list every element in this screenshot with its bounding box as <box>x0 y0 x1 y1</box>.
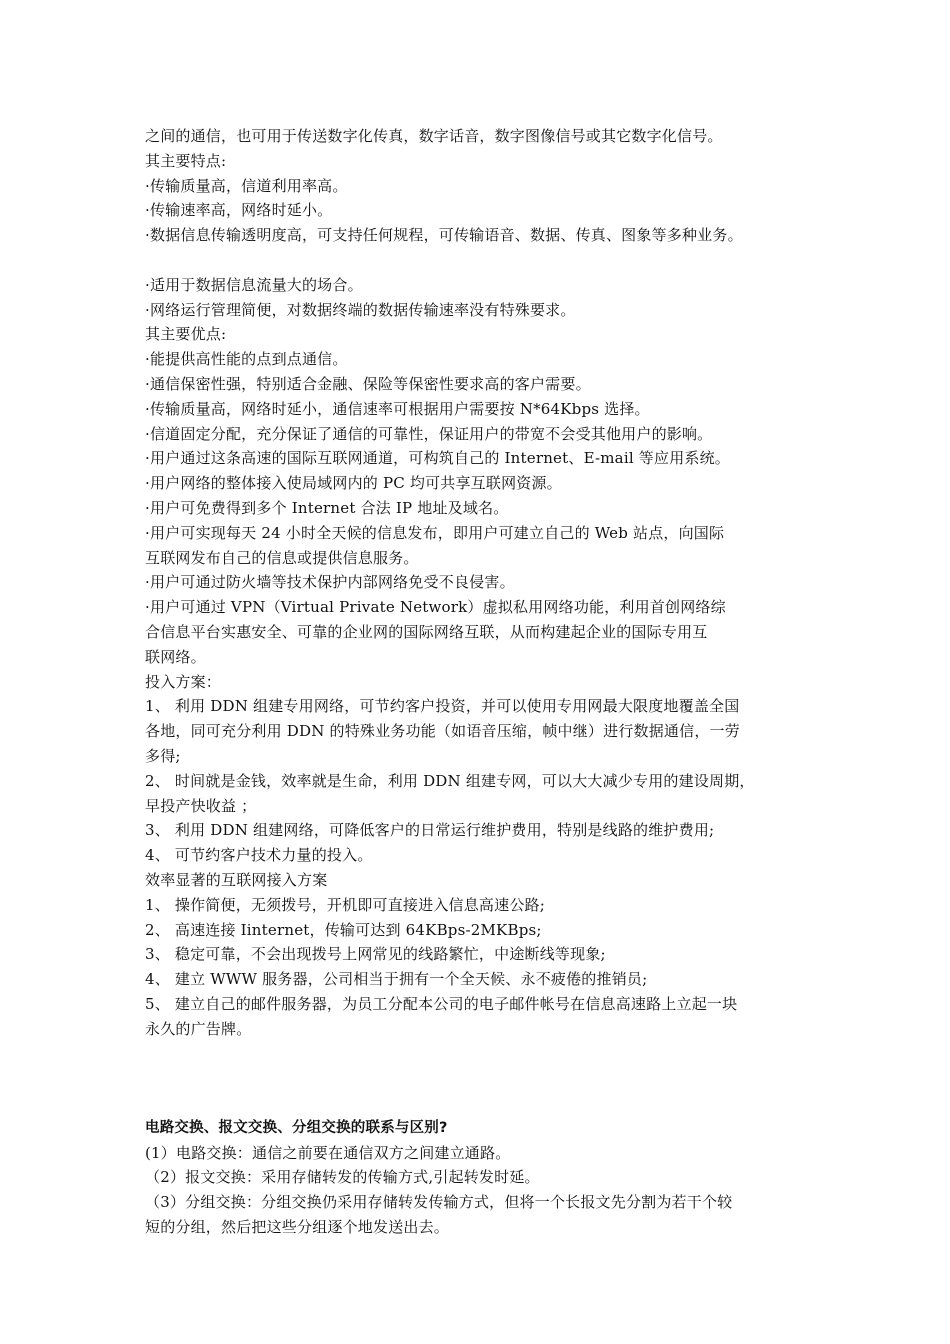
text-line: 2、 时间就是金钱，效率就是生命，利用 DDN 组建专网，可以大大减少专用的建设周期， <box>145 771 755 790</box>
text-line: ·用户网络的整体接入使局域网内的 PC 均可共享互联网资源。 <box>145 474 562 493</box>
text-line: 合信息平台实惠安全、可靠的企业网的国际网络互联，从而构建起企业的国际专用互 <box>145 622 708 641</box>
section-switching <box>145 1116 835 1240</box>
text-line: ·用户可实现每天 24 小时全天候的信息发布，即用户可建立自己的 Web 站点，向国际 <box>145 523 725 542</box>
text-line: 1、 操作简便，无须拨号，开机即可直接进入信息高速公路; <box>145 895 545 914</box>
blank-line <box>145 1041 835 1066</box>
text-line: 3、 稳定可靠，不会出现拨号上网常见的线路繁忙，中途断线等现象; <box>145 945 606 964</box>
section-ddn-features <box>145 124 835 248</box>
text-line: ·传输速率高，网络时延小。 <box>145 201 333 220</box>
text-line: 3、 利用 DDN 组建网络，可降低客户的日常运行维护费用，特别是线路的维护费用; <box>145 821 715 840</box>
text-line: ·用户通过这条高速的国际互联网通道，可构筑自己的 Internet、E-mail 等应用系统。 <box>145 449 730 468</box>
text-line: 多得; <box>145 746 181 765</box>
section-heading: 电路交换、报文交换、分组交换的联系与区别? <box>145 1119 448 1136</box>
text-line: ·信道固定分配，充分保证了通信的可靠性，保证用户的带宽不会受其他用户的影响。 <box>145 424 713 443</box>
text-line: ·通信保密性强，特别适合金融、保险等保密性要求高的客户需要。 <box>145 374 591 393</box>
blank-line <box>145 1091 835 1116</box>
text-line: ·用户可免费得到多个 Internet 合法 IP 地址及域名。 <box>145 498 509 517</box>
text-line: ·数据信息传输透明度高，可支持任何规程，可传输语音、数据、传真、图象等多种业务。 <box>145 226 743 245</box>
text-line: 其主要优点: <box>145 325 227 344</box>
text-line: 效率显著的互联网接入方案 <box>145 870 328 889</box>
text-line: 2、 高速连接 Iinternet，传输可达到 64KBps-2MKBps; <box>145 920 542 939</box>
document-page <box>145 124 835 1240</box>
text-line: （2）报文交换：采用存储转发的传输方式,引起转发时延。 <box>145 1168 540 1187</box>
text-line: ·传输质量高，网络时延小，通信速率可根据用户需要按 N*64Kbps 选择。 <box>145 399 650 418</box>
text-line: ·能提供高性能的点到点通信。 <box>145 350 348 369</box>
text-line: ·网络运行管理简便，对数据终端的数据传输速率没有特殊要求。 <box>145 300 576 319</box>
text-line: 互联网发布自己的信息或提供信息服务。 <box>145 548 419 567</box>
section-ddn-advantages <box>145 273 835 1042</box>
text-line: （3）分组交换：分组交换仍采用存储转发传输方式，但将一个长报文先分割为若干个较 <box>145 1193 733 1212</box>
text-line: 5、 建立自己的邮件服务器，为员工分配本公司的电子邮件帐号在信息高速路上立起一块 <box>145 994 738 1013</box>
text-line: 短的分组，然后把这些分组逐个地发送出去。 <box>145 1218 450 1237</box>
text-line: ·用户可通过 VPN（Virtual Private Network）虚拟私用网络功能，利用首创网络综 <box>145 598 726 617</box>
text-line: 4、 建立 WWW 服务器，公司相当于拥有一个全天候、永不疲倦的推销员; <box>145 970 648 989</box>
text-line: (1）电路交换：通信之前要在通信双方之间建立通路。 <box>145 1143 511 1162</box>
text-line: 1、 利用 DDN 组建专用网络，可节约客户投资，并可以使用专用网最大限度地覆盖全国 <box>145 697 740 716</box>
text-line: 永久的广告牌。 <box>145 1019 252 1038</box>
text-line: 各地，同可充分利用 DDN 的特殊业务功能（如语音压缩，帧中继）进行数据通信，一劳 <box>145 722 740 741</box>
text-line: 4、 可节约客户技术力量的投入。 <box>145 846 373 865</box>
text-line: 早投产快收益 ； <box>145 796 257 815</box>
text-line: ·用户可通过防火墙等技术保护内部网络免受不良侵害。 <box>145 573 515 592</box>
text-line: 联网络。 <box>145 647 206 666</box>
text-line: ·适用于数据信息流量大的场合。 <box>145 275 363 294</box>
text-line: 之间的通信，也可用于传送数字化传真，数字话音，数字图像信号或其它数字化信号。 <box>145 127 723 145</box>
blank-line <box>145 248 835 273</box>
text-line: 投入方案： <box>145 672 222 691</box>
text-line: 其主要特点: <box>145 151 227 170</box>
blank-line <box>145 1066 835 1091</box>
text-line: ·传输质量高，信道利用率高。 <box>145 176 348 195</box>
